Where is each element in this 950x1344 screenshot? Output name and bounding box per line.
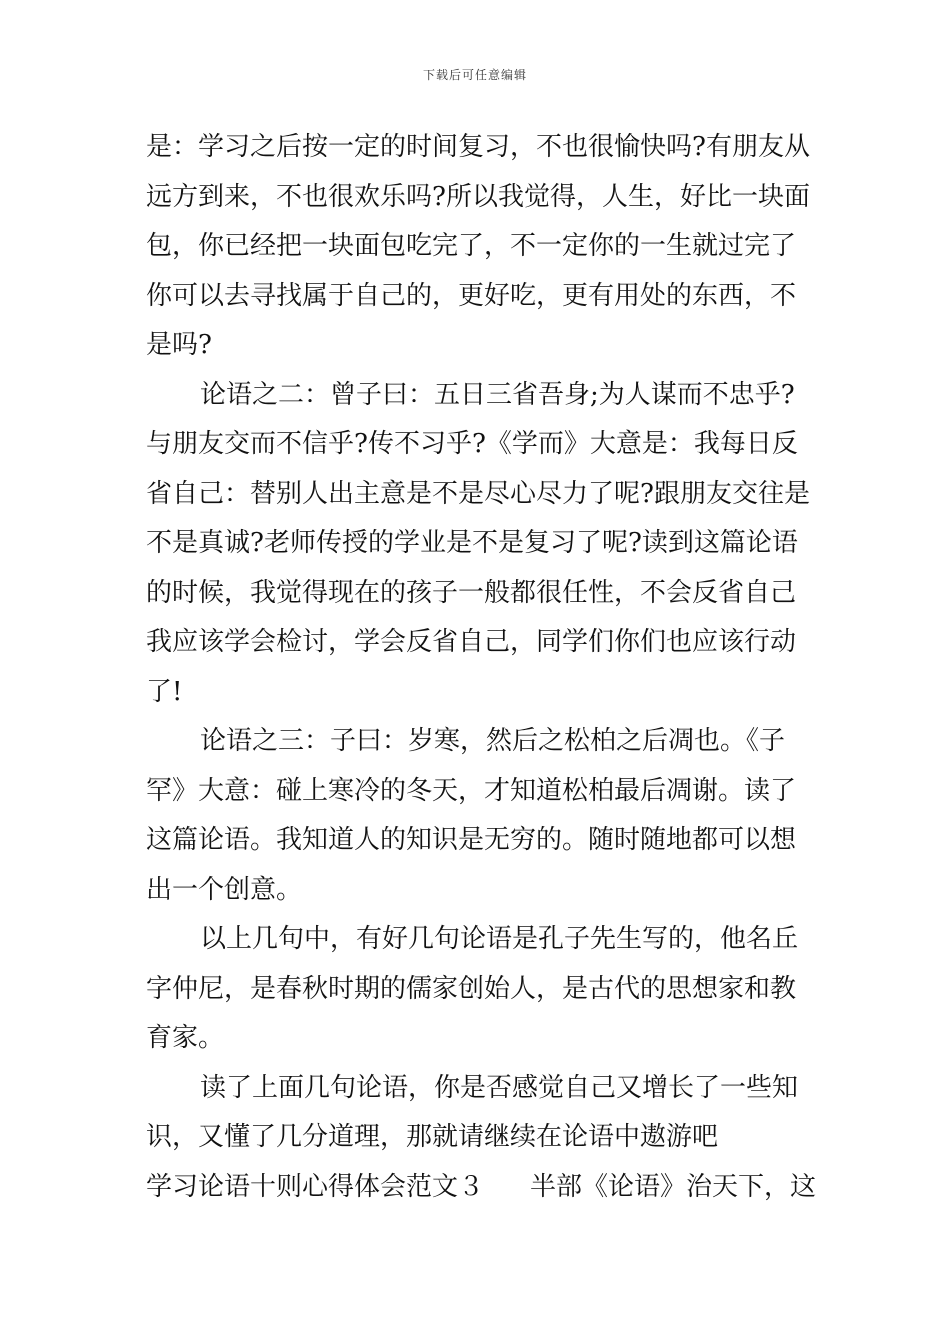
section-title: 学习论语十则心得体会范文３ — [146, 1171, 485, 1202]
text-line: 育家。 — [146, 1023, 225, 1053]
text-line: 是：学习之后按一定的时间复习，不也很愉快吗?有朋友从 — [146, 132, 810, 162]
document-body — [146, 123, 817, 1212]
text-line: 你可以去寻找属于自己的，更好吃，更有用处的东西，不 — [146, 280, 797, 311]
section-title-line — [146, 1163, 817, 1213]
text-line: 了! — [146, 676, 183, 707]
text-line: 远方到来，不也很欢乐吗?所以我觉得，人生，好比一块面 — [146, 181, 810, 212]
text-line: 字仲尼，是春秋时期的儒家创始人，是古代的思想家和教 — [146, 973, 797, 1004]
text-line: 与朋友交而不信乎?传不习乎?《学而》大意是：我每日反 — [146, 429, 798, 459]
text-line: 不是真诚?老师传授的学业是不是复习了呢?读到这篇论语 — [146, 528, 798, 558]
text-line: 识，又懂了几分道理，那就请继续在论语中遨游吧 — [146, 1122, 719, 1152]
paragraph-start-line: 读了上面几句论语，你是否感觉自己又增长了一些知 — [200, 1072, 799, 1103]
text-line: 我应该学会检讨，学会反省自己，同学们你们也应该行动 — [146, 627, 797, 657]
text-line: 出一个创意。 — [146, 874, 303, 905]
paragraph-start-line: 论语之三：子曰：岁寒，然后之松柏之后凋也。《子 — [200, 726, 786, 756]
text-line: 包，你已经把一块面包吃完了，不一定你的一生就过完了 — [146, 231, 797, 261]
text-line: 是吗? — [146, 330, 212, 360]
text-line: 的时候，我觉得现在的孩子一般都很任性，不会反省自己 — [146, 577, 797, 608]
text-line: 罕》大意：碰上寒冷的冬天，才知道松柏最后凋谢。读了 — [146, 775, 797, 806]
section-continuation: 半部《论语》治天下，这 — [530, 1171, 817, 1202]
paragraph-start-line: 以上几句中，有好几句论语是孔子先生写的，他名丘 — [200, 924, 799, 954]
text-line: 这篇论语。我知道人的知识是无穷的。随时随地都可以想 — [146, 825, 797, 855]
paragraph-start-line: 论语之二：曾子曰：五日三省吾身;为人谋而不忠乎? — [200, 379, 795, 410]
page-header: 下载后可任意编辑 — [422, 68, 527, 82]
text-line: 省自己：替别人出主意是不是尽心尽力了呢?跟朋友交往是 — [146, 478, 810, 509]
